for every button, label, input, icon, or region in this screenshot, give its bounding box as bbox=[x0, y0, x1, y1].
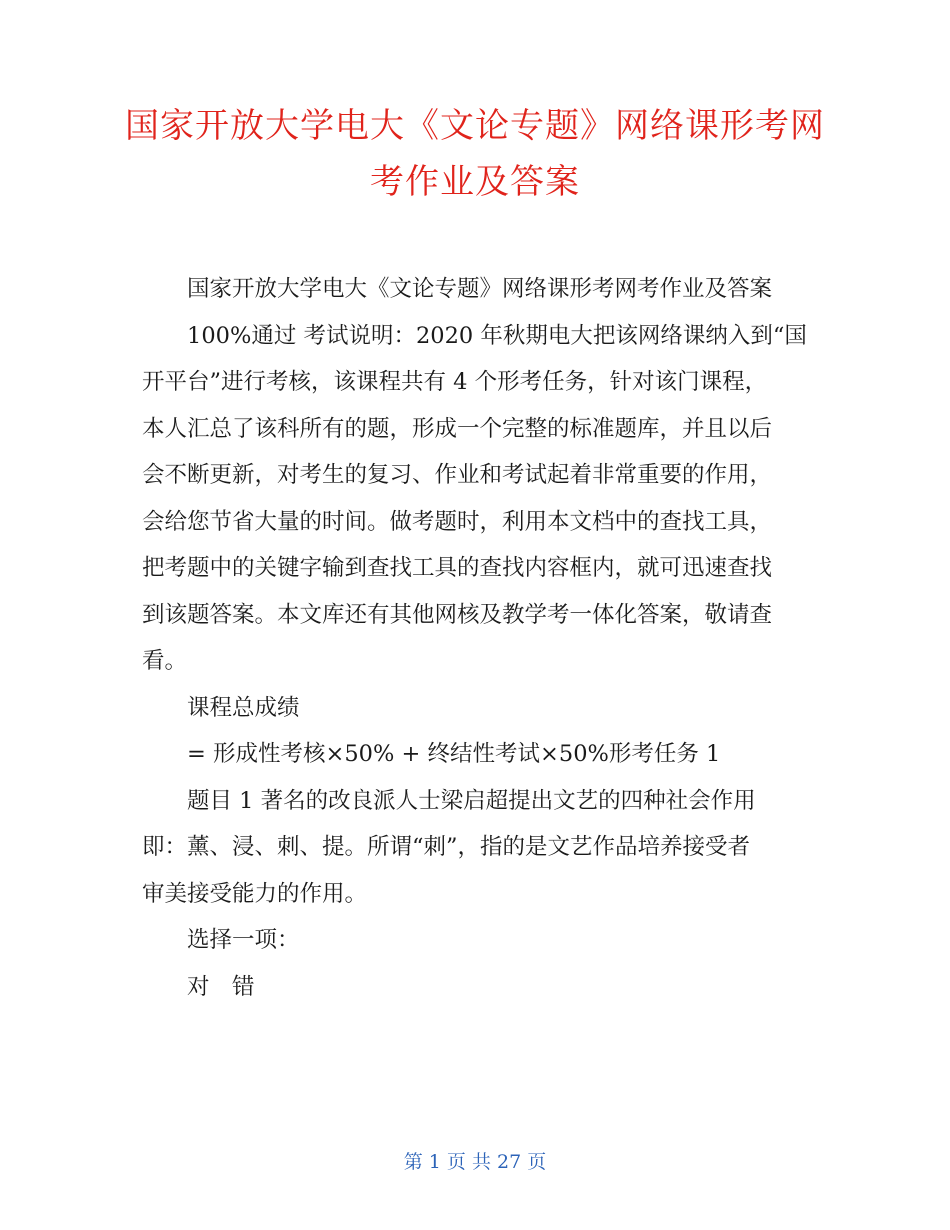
paragraph-line: 到该题答案。本文库还有其他网核及教学考一体化答案，敬请查 bbox=[142, 601, 773, 628]
document-body bbox=[142, 266, 822, 1010]
question-line: 题目 1 著名的改良派人士梁启超提出文艺的四种社会作用 bbox=[187, 787, 756, 814]
paragraph-line: 本人汇总了该科所有的题，形成一个完整的标准题库，并且以后 bbox=[142, 415, 773, 442]
paragraph-line: 把考题中的关键字输到查找工具的查找内容框内，就可迅速查找 bbox=[142, 555, 773, 581]
title-line-2: 考作业及答案 bbox=[370, 162, 580, 202]
title-line-1: 国家开放大学电大《文论专题》网络课形考网 bbox=[125, 106, 825, 146]
paragraph-line: 开平台”进行考核，该课程共有 4 个形考任务，针对该门课程， bbox=[142, 369, 768, 395]
paragraph-line: 100%通过 考试说明：2020 年秋期电大把该网络课纳入到“国 bbox=[187, 322, 807, 349]
paragraph-line: 看。 bbox=[142, 648, 188, 674]
paragraph-line: 会不断更新，对考生的复习、作业和考试起着非常重要的作用， bbox=[142, 462, 773, 488]
paragraph-line: 课程总成绩 bbox=[187, 694, 300, 721]
formula-line: = 形成性考核×50% + 终结性考试×50%形考任务 1 bbox=[187, 741, 721, 767]
document-title bbox=[120, 98, 830, 210]
question-line: 即：薰、浸、刺、提。所谓“刺”，指的是文艺作品培养接受者 bbox=[142, 834, 751, 860]
answer-options: 对 错 bbox=[187, 973, 255, 1000]
paragraph-line: 国家开放大学电大《文论专题》网络课形考网考作业及答案 bbox=[187, 276, 773, 302]
question-line: 审美接受能力的作用。 bbox=[142, 880, 368, 907]
page-footer: 第 1 页 共 27 页 bbox=[403, 1151, 547, 1173]
choice-prompt: 选择一项： bbox=[187, 927, 300, 953]
paragraph-line: 会给您节省大量的时间。做考题时，利用本文档中的查找工具， bbox=[142, 508, 773, 535]
